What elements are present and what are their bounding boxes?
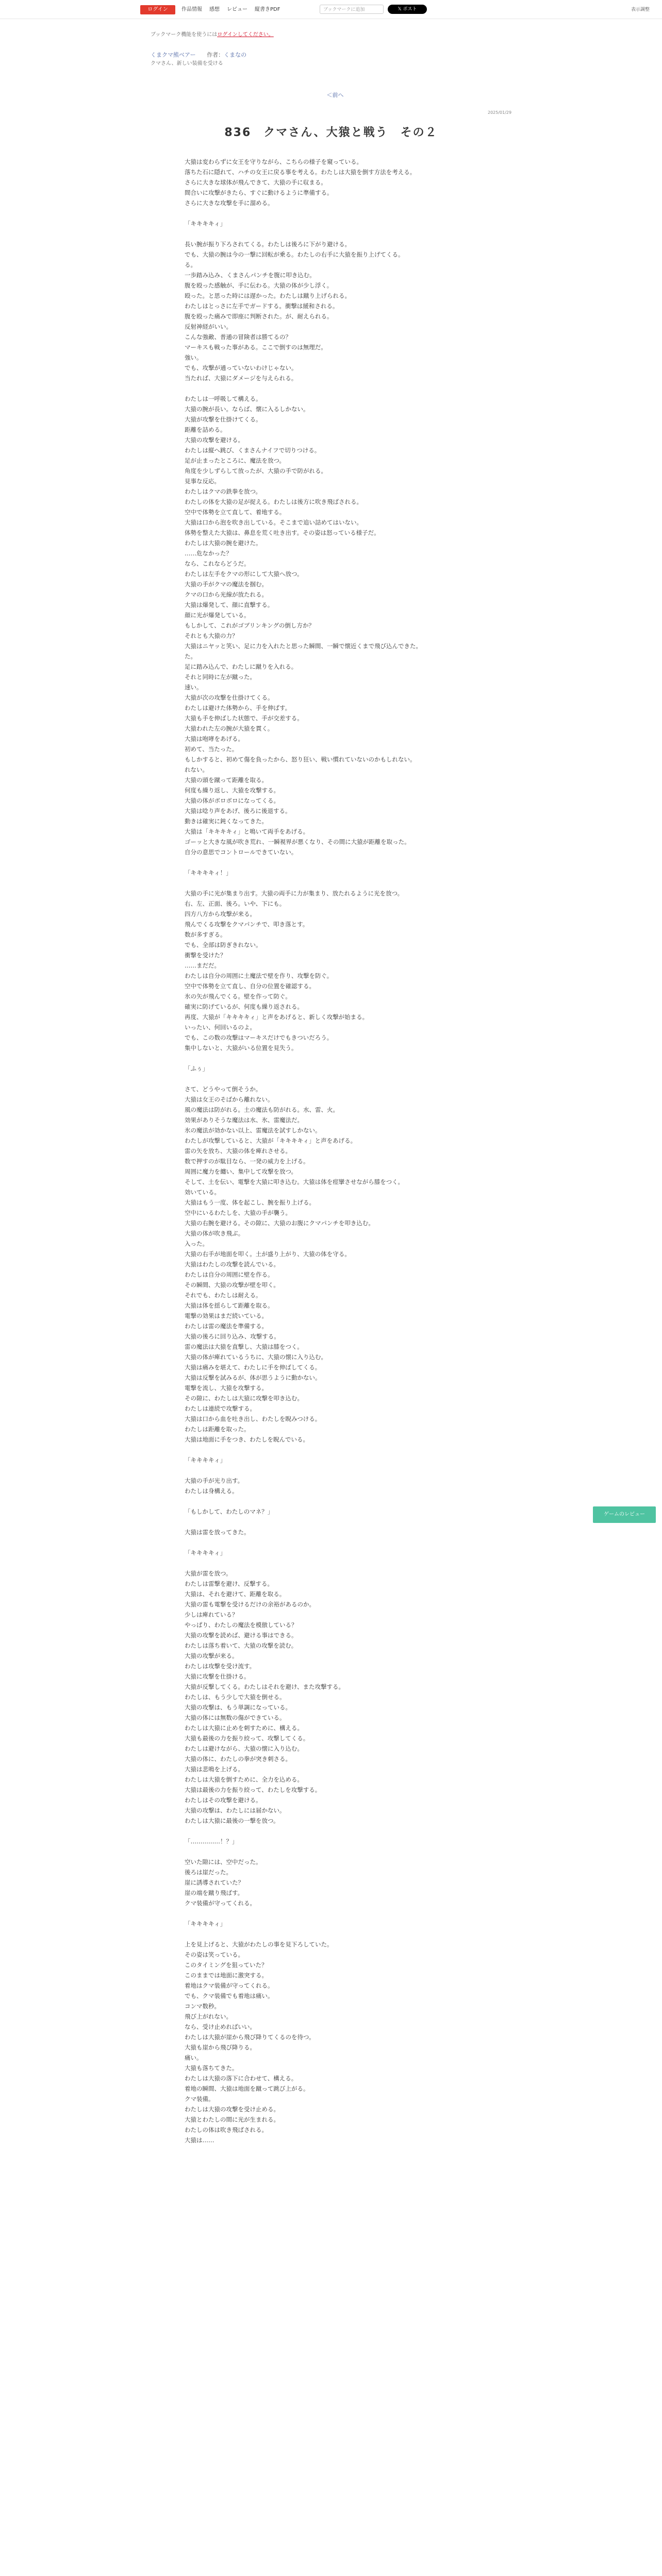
body-line: 大猿の体には無数の傷ができている。 [185, 1714, 286, 1721]
body-line: 確実に防げているが、何度も繰り返される。 [185, 1003, 303, 1010]
body-line: 大猿も最後の力を振り絞って、攻撃してくる。 [185, 1735, 309, 1742]
body-line: 大猿も崖から飛び降りる。 [185, 2044, 256, 2051]
display-settings-link[interactable]: 表示調整 [631, 7, 650, 12]
body-line: 大猿は口から血を吐き出し、わたしを睨みつける。 [185, 1415, 321, 1422]
body-line: 大猿は唸り声をあげ、後ろに後退する。 [185, 807, 291, 815]
body-line: 大猿の右手が地面を叩く。土が盛り上がり、大猿の体を守る。 [185, 1250, 351, 1258]
body-line [185, 208, 487, 218]
body-line: 崖の端を蹴り飛ばす。 [185, 1889, 244, 1896]
body-line: 長い腕が振り下ろされてくる。わたしは後ろに下がり避ける。 [185, 241, 351, 248]
body-line: それと同時に左が蹴った。 [185, 673, 256, 681]
body-line: わたしは大猿の攻撃を受け止める。 [185, 2106, 279, 2113]
body-line: わたしは大猿を倒すために、全力を込める。 [185, 1776, 303, 1783]
body-line: 大猿の体がボロボロになってくる。 [185, 797, 279, 804]
body-line: わたしは自分の周囲に土魔法で壁を作り、攻撃を防ぐ。 [185, 972, 333, 979]
body-line: 大猿は女王のそばから離れない。 [185, 1096, 274, 1103]
body-line [185, 1053, 487, 1063]
body-line: 大猿はわたしの攻撃を読んでいる。 [185, 1261, 279, 1268]
top-nav [181, 5, 280, 14]
body-line: 落ちた石に隠れて、ハチの女王に戻る事を考える。わたしは大猿を倒す方法を考える。 [185, 168, 416, 176]
body-line: 大猿の後ろに回り込み、攻撃する。 [185, 1333, 280, 1340]
body-line: 大猿が攻撃を仕掛けてくる。 [185, 416, 262, 423]
prev-chapter-link[interactable]: ＜前へ [326, 92, 344, 98]
body-line: クマ装備。 [185, 2095, 214, 2103]
body-line: 雷の矢を放ち、大猿の体を痺れさせる。 [185, 1147, 291, 1155]
body-line: もしかして、これがゴブリンキングの倒し方か？ [185, 622, 315, 629]
body-line: 大猿われた左の腕が大猿を貫く。 [185, 725, 274, 732]
nav-item-work-info[interactable]: 作品情報 [181, 7, 202, 12]
body-line: 当たれば、大猿にダメージを与えられる。 [185, 375, 297, 382]
body-line: 「ふぅ」 [185, 1065, 208, 1072]
body-line: わたしは身構える。 [185, 1487, 238, 1495]
body-line: なら、これならどうだ。 [185, 560, 250, 567]
body-line: 大猿は雷を放ってきた。 [185, 1529, 250, 1536]
nav-item-impressions[interactable]: 感想 [209, 7, 220, 12]
body-line: 大猿の攻撃は、もう単調になっている。 [185, 1704, 291, 1711]
body-line: その姿は笑っている。 [185, 1951, 244, 1958]
body-line: れない。 [185, 766, 208, 773]
body-line: 強い。 [185, 354, 203, 361]
body-line: 大猿は悲鳴を上げる。 [185, 1766, 244, 1773]
body-line: 大猿は「キキキキィ」と鳴いて両手をあげる。 [185, 828, 309, 835]
body-line: 大猿は、それを避けて、距離を取る。 [185, 1590, 286, 1598]
x-post-button[interactable]: 𝕏 ポスト [388, 5, 427, 14]
body-line: 足が止まったところに、魔法を放つ。 [185, 457, 286, 464]
body-line: それでも、わたしは耐える。 [185, 1292, 262, 1299]
body-line: 大猿は爆発して、顔に直撃する。 [185, 601, 274, 608]
body-line: 大猿が反撃してくる。わたしはそれを避け、また攻撃する。 [185, 1683, 345, 1690]
body-line: 上を見上げると、大猿がわたしの事を見下ろしていた。 [185, 1941, 333, 1948]
body-line: 「キキキキィ」 [185, 220, 226, 227]
body-line: 右、左、正面、後ろ。いや、下にも。 [185, 900, 286, 907]
body-line: 腹を殴った感触が、手に伝わる。大猿の体が少し浮く。 [185, 282, 333, 289]
body-line: 大猿は反撃を試みるが、体が思うように動かない。 [185, 1374, 321, 1381]
body-line: 大猿の攻撃が来る。 [185, 1652, 238, 1659]
body-line: 飛び上がれない。 [185, 2013, 232, 2020]
body-line: わたしはとっさに左手でガードする。衝撃は緩和される。 [185, 302, 339, 310]
body-line: 殴った。と思った時には遅かった。わたしは蹴り上げられる。 [185, 292, 351, 299]
body-line: わたしは大猿が崖から飛び降りてくるのを待つ。 [185, 2033, 315, 2041]
body-line: このタイミングを狙っていた？ [185, 1961, 268, 1969]
body-line: る。 [185, 261, 196, 268]
body-line: このままでは地面に激突する。 [185, 1972, 268, 1979]
login-button[interactable]: ログイン [140, 5, 175, 14]
chapter-body [185, 157, 487, 2145]
body-line: 着地の瞬間、大猿は地面を蹴って跳び上がる。 [185, 2085, 309, 2092]
breadcrumb [151, 50, 511, 59]
author-link[interactable]: くまなの [224, 52, 247, 58]
body-line: 大猿が次の攻撃を仕掛けてくる。 [185, 694, 274, 701]
body-line: 大猿の腕が長い。ならば、懐に入るしかない。 [185, 405, 309, 413]
body-line: 「キキキキィ」 [185, 1456, 226, 1464]
body-line: 大猿の雷も電撃を受けるだけの余裕があるのか。 [185, 1601, 315, 1608]
body-line [185, 1465, 487, 1476]
notice-text: ブックマーク機能を使うには [151, 32, 218, 38]
body-line: さらに大きな球体が飛んできて、大猿の手に収まる。 [185, 179, 327, 186]
body-line: 大猿は最後の力を振り絞って、わたしを攻撃する。 [185, 1786, 321, 1793]
body-line: わたしは大猿の腕を避けた。 [185, 539, 262, 547]
body-line: ……まだだ。 [185, 962, 220, 969]
body-line: でも、攻撃が通っていないわけじゃない。 [185, 364, 297, 371]
body-line: わたしは大猿に止めを刺すために、構える。 [185, 1724, 303, 1732]
body-line: 何度も繰り返し、大猿を攻撃する。 [185, 787, 279, 794]
body-line: 大猿は地面に手をつき、わたしを睨んでいる。 [185, 1436, 309, 1443]
body-line: わたしはその攻撃を避ける。 [185, 1797, 262, 1804]
body-line: わたしは自分の周囲に壁を作る。 [185, 1271, 274, 1278]
body-line: わたしは連続で攻撃する。 [185, 1405, 256, 1412]
body-line: 大猿の手が光り出す。 [185, 1477, 244, 1484]
body-line: もしかすると、初めて傷を負ったから、怒り狂い、戦い慣れていないのかもしれない。 [185, 756, 416, 763]
body-line: 顔に光が爆発している。 [185, 612, 250, 619]
nav-item-vertical-pdf[interactable]: 縦書きPDF [255, 7, 280, 12]
body-line: でも、大猿の腕は今の一撃に回転が乗る。わたしの右手に大猿を振り上げてくる。 [185, 251, 404, 258]
body-line: 速い。 [185, 684, 203, 691]
body-line: こんな強敵、普通の冒険者は勝てるの？ [185, 333, 291, 341]
body-line: クマの口から光線が放たれる。 [185, 591, 268, 598]
body-line: わたしは避けながら、大猿の懐に入り込む。 [185, 1745, 303, 1752]
body-line: 「キキキキィ！」 [185, 869, 232, 876]
body-line: いったい、何回いるのよ。 [185, 1024, 256, 1031]
body-line: でも、この数の攻撃はマーキスだけでもきついだろう。 [185, 1034, 333, 1041]
body-line: 空中にいるわたしを、大猿の手が襲う。 [185, 1209, 291, 1216]
body-line: マーキスも戦った事がある。ここで倒すのは無理だ。 [185, 344, 327, 351]
body-line: 大猿は…… [185, 2137, 214, 2144]
chapter-section-title: クマさん、新しい装備を受ける [151, 61, 223, 66]
top-bar [0, 0, 662, 19]
body-line: 雷の魔法は大猿を直撃し、大猿は膝をつく。 [185, 1343, 303, 1350]
body-line: わたしは距離を取った。 [185, 1426, 250, 1433]
body-line [185, 1496, 487, 1506]
body-line: 大猿は咆哮をあげる。 [185, 735, 244, 742]
body-line: クマ装備が守ってくれる。 [185, 1900, 256, 1907]
body-line: 大猿はもう一度、体を起こし、腕を振り上げる。 [185, 1199, 315, 1206]
body-line: 「キキキキィ」 [185, 1549, 226, 1556]
body-line: わたしは大猿の落下に合わせて、構える。 [185, 2075, 297, 2082]
body-line [185, 1908, 487, 1919]
body-line: 大猿は変わらずに女王を守りながら、こちらの様子を窺っている。 [185, 158, 362, 165]
body-line: 大猿の頭を蹴って距離を取る。 [185, 776, 268, 784]
body-line: 数が多すぎる。 [185, 931, 226, 938]
body-line: わたしは避けた体勢から、手を伸ばす。 [185, 704, 291, 711]
body-line: 一歩踏み込み、くまさんパンチを腹に叩き込む。 [185, 272, 316, 279]
body-line: さて、どうやって倒そうか。 [185, 1086, 262, 1093]
body-line: 風の魔法は防がれる。土の魔法も防がれる。水、雷、火。 [185, 1106, 339, 1113]
body-line: 大猿の攻撃は、わたしには届かない。 [185, 1807, 286, 1814]
body-line: わたしは一呼吸して構える。 [185, 395, 262, 402]
body-line: 大猿は痛みを堪えて、わたしに手を伸ばしてくる。 [185, 1364, 321, 1371]
body-line: わたしが攻撃していると、大猿が「キキキキィ」と声をあげる。 [185, 1137, 357, 1144]
body-line: 氷の魔法が効かない以上、雷魔法を試すしかない。 [185, 1127, 321, 1134]
body-line: 足に踏み込んで、わたしに蹴りを入れる。 [185, 663, 297, 670]
body-line: 空いた隙には、空中だった。 [185, 1858, 262, 1866]
body-line: その隙に、わたしは大猿に攻撃を叩き込む。 [185, 1395, 303, 1402]
body-line: でも、全部は防ぎきれない。 [185, 941, 262, 948]
body-line: 自分の意思でコントロールできていない。 [185, 849, 297, 856]
body-line: やっぱり、わたしの魔法を模倣している？ [185, 1621, 297, 1629]
bookmark-add-button[interactable]: ブックマークに追加 [320, 5, 384, 14]
body-line: 大猿の攻撃を避ける。 [185, 436, 244, 444]
body-line: さらに大きな攻撃を手に溜める。 [185, 199, 274, 207]
body-line [185, 857, 487, 868]
body-line: わたしの体は吹き飛ばされる。 [185, 2126, 268, 2133]
body-line: わたしは左手をクマの形にして大猿へ放つ。 [185, 570, 303, 578]
body-line [185, 878, 487, 888]
body-line: 角度を少しずらして放ったが、大猿の手で防がれる。 [185, 467, 327, 474]
body-line: 着地はクマ装備が守ってくれる。 [185, 1982, 274, 1989]
body-line: 衝撃を受けた？ [185, 952, 226, 959]
body-line: 距離を詰める。 [185, 426, 226, 433]
body-line: 初めて、当たった。 [185, 745, 238, 753]
body-line: わたしの体を大猿の足が捉える。わたしは後方に吹き飛ばされる。 [185, 498, 362, 505]
body-line: 動きは確実に鈍くなってきた。 [185, 818, 268, 825]
body-line: 飛んでくる攻撃をクマパンチで、叩き落とす。 [185, 921, 309, 928]
body-line: ゴーッと大きな風が吹き荒れ、一瞬視界が悪くなり、その間に大猿が距離を取った。 [185, 838, 410, 845]
body-line: そして、土を伝い、電撃を大猿に叩き込む。大猿は体を痙攣させながら膝をつく。 [185, 1178, 404, 1185]
body-line: 見事な反応。 [185, 478, 220, 485]
body-line: 集中しないと、大猿がいる位置を見失う。 [185, 1044, 297, 1052]
body-line [185, 1517, 487, 1527]
body-line [185, 1929, 487, 1939]
body-line: 大猿の攻撃を読めば、避ける事はできる。 [185, 1632, 297, 1639]
body-line: 大猿は口から泡を吹き出している。そこまで追い詰めてはいない。 [185, 519, 362, 526]
body-line: 大猿も手を伸ばした状態で、手が交差する。 [185, 715, 303, 722]
body-line: でも、クマ装備でも着地は痛い。 [185, 1992, 274, 1999]
body-line: 反射神経がいい。 [185, 323, 232, 330]
body-line: 少しは痺れている？ [185, 1611, 238, 1618]
body-line [185, 1074, 487, 1084]
body-line: 大猿の体に、わたしの拳が突き刺さる。 [185, 1755, 291, 1762]
body-line: 氷の矢が飛んでくる。壁を作って防ぐ。 [185, 993, 291, 1000]
body-line: わたしは大猿に最後の一撃を放つ。 [185, 1817, 279, 1824]
body-line: 大猿とわたしの間に光が生まれる。 [185, 2116, 279, 2123]
body-line: 大猿は体を揺らして距離を取る。 [185, 1302, 274, 1309]
body-line: 大猿の手に光が集まり出す。大猿の両手に力が集まり、放たれるように光を放つ。 [185, 890, 404, 897]
body-line: 崖に誘導されていた？ [185, 1879, 244, 1886]
body-line [185, 383, 487, 394]
nav-item-review[interactable]: レビュー [227, 7, 247, 12]
body-line [185, 1445, 487, 1455]
body-line: 空中で体勢を立て直して、着地する。 [185, 509, 286, 516]
body-line: 大猿の体が痺れているうちに、大猿の懐に入り込む。 [185, 1353, 327, 1361]
body-line [185, 1846, 487, 1857]
body-line: 大猿の右腕を避ける。その隙に、大猿のお腹にクマパンチを叩き込む。 [185, 1219, 374, 1227]
work-title-link[interactable]: くまクマ熊ベアー [151, 52, 196, 58]
side-review-button[interactable]: ゲームのレビュー [593, 1506, 656, 1523]
body-line: 四方八方から攻撃が来る。 [185, 910, 256, 918]
author-label: 作者： [207, 52, 224, 58]
body-line [185, 1826, 487, 1836]
body-line: 「……………！？」 [185, 1838, 238, 1845]
body-line: わたしはクマの鉄拳を放つ。 [185, 488, 262, 495]
body-line: 電撃の効果はまだ続いている。 [185, 1312, 268, 1319]
body-line: た。 [185, 653, 196, 660]
body-line: 周囲に魔力を纏い、集中して攻撃を放つ。 [185, 1168, 297, 1175]
body-line: コンマ数秒。 [185, 2003, 220, 2010]
body-line: 大猿が雷を放つ。 [185, 1570, 232, 1577]
bookmark-notice [151, 30, 274, 38]
body-line: 入った。 [185, 1240, 208, 1247]
body-line: 大猿はニヤッと笑い、足に力を入れたと思った瞬間、一瞬で懐近くまで飛び込んできた。 [185, 642, 422, 650]
body-line: 大猿も落ちてきた。 [185, 2064, 238, 2072]
body-line: なら、受け止めればいい。 [185, 2023, 256, 2030]
body-line: わたしは攻撃を受け流す。 [185, 1663, 256, 1670]
body-line: 効いている。 [185, 1189, 220, 1196]
date-line: 2025/01/29 [488, 110, 512, 115]
body-line: 再度、大猿が「キキキキィ」と声をあげると、新しく攻撃が始まる。 [185, 1013, 369, 1021]
body-line: 空中で体勢を立て直し、自分の位置を確認する。 [185, 982, 315, 990]
login-link[interactable]: ログインしてください。 [217, 32, 274, 38]
body-line: わたしは雷撃を避け、反撃する。 [185, 1580, 274, 1587]
body-line: 痛い。 [185, 2054, 203, 2061]
body-line: 後ろは崖だった。 [185, 1869, 232, 1876]
body-line: 大猿に攻撃を仕掛ける。 [185, 1673, 250, 1680]
body-line [185, 229, 487, 239]
body-line: 「キキキキィ」 [185, 1920, 226, 1927]
body-line [185, 1537, 487, 1548]
body-line: 電撃を流し、大猿を攻撃する。 [185, 1384, 268, 1392]
body-line: ……危なかった？ [185, 550, 232, 557]
chapter-title: 836 クマさん、大猿と戦う その２ [224, 126, 438, 139]
body-line: わたしは縦へ跳び、くまさんナイフで切りつける。 [185, 447, 321, 454]
body-line [185, 1558, 487, 1568]
body-line: 「もしかして、わたしのマネ？」 [185, 1508, 274, 1515]
body-line: それとも大猿の力？ [185, 632, 238, 639]
body-line: わたしは雷の魔法を準備する。 [185, 1323, 268, 1330]
body-line: 大猿の手がクマの魔法を掴む。 [185, 581, 268, 588]
body-line: 腹を殴った痛みで即座に判断された。が、耐えられる。 [185, 313, 333, 320]
body-line: 数で押すのが駄目なら、一発の威力を上げる。 [185, 1158, 309, 1165]
body-line: 間合いに攻撃がきたら、すぐに動けるように準備する。 [185, 189, 333, 196]
body-line: 体勢を整えた大猿は、鼻息を荒く吐き出す。その姿は怒っている様子だ。 [185, 529, 380, 536]
body-line: わたしは落ち着いて、大猿の攻撃を読む。 [185, 1642, 297, 1649]
body-line: わたしは、もう少しで大猿を倒せる。 [185, 1693, 286, 1701]
body-line: 大猿の体が吹き飛ぶ。 [185, 1230, 244, 1237]
body-line: その瞬間、大猿の攻撃が壁を叩く。 [185, 1281, 279, 1289]
body-line: 効果がありそうな魔法は水、氷、雷魔法だ。 [185, 1116, 303, 1124]
